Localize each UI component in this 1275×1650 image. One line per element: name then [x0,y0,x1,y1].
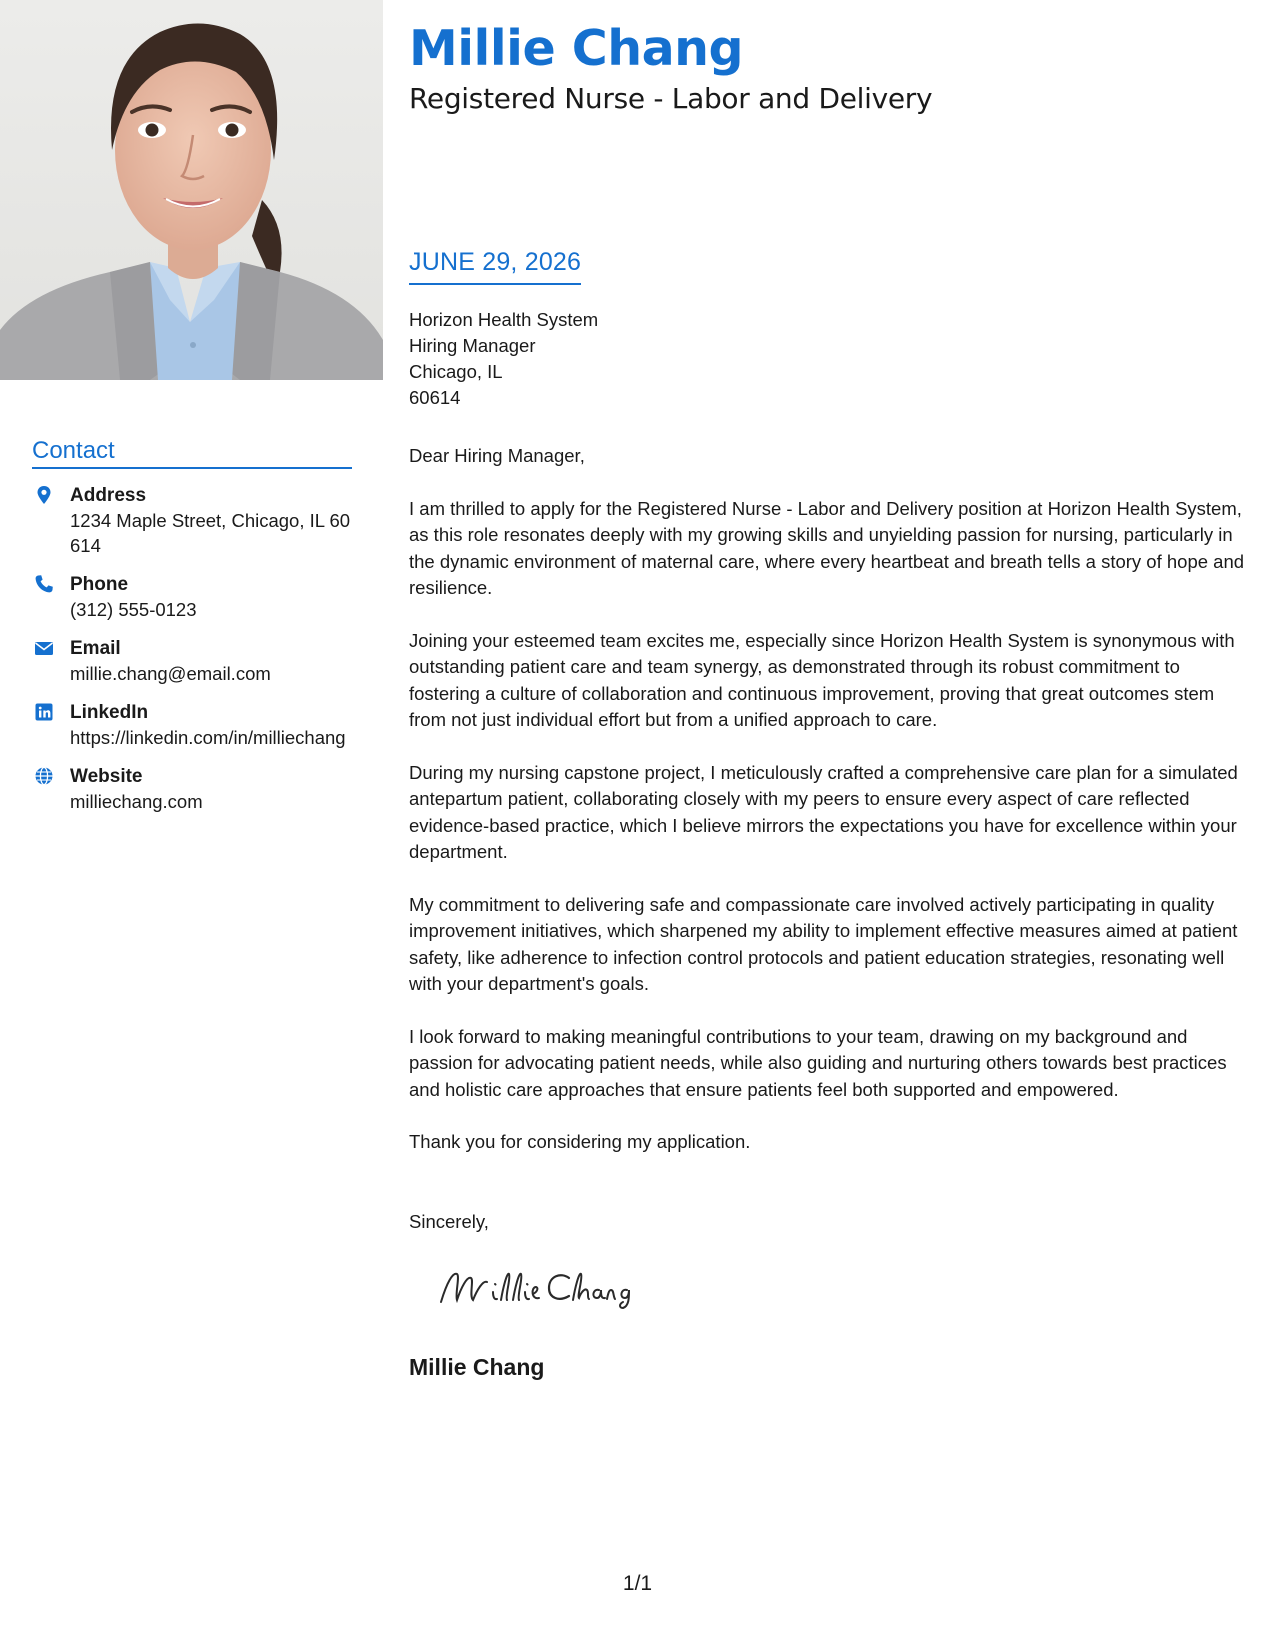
phone-icon [34,574,54,594]
closing: Sincerely, [409,1211,489,1232]
signed-name: Millie Chang [409,1354,545,1380]
recipient-company: Horizon Health System [409,309,599,330]
contact-value-phone[interactable]: (312) 555-0123 [70,599,197,620]
letter-paragraph: I look forward to making meaningful contributions to your team, drawing on my background and passion for advocating patient needs, while also guiding and nurturing others towards best practices and holistic care approaches that ensure patients feel both supported and empowered. [409,1025,1227,1100]
contact-label-address: Address [70,485,147,506]
contact-website [32,764,352,814]
recipient-role: Hiring Manager [409,335,536,356]
contact-section [32,437,352,814]
recipient-city: Chicago, IL [409,361,503,382]
contact-label-phone: Phone [70,574,129,595]
linkedin-icon [34,702,54,722]
contact-phone [32,572,352,622]
envelope-icon [34,638,54,658]
contact-value-linkedin[interactable]: https://linkedin.com/in/milliechang [70,727,346,748]
letter-paragraph: During my nursing capstone project, I meticulously crafted a comprehensive care plan for a simulated antepartum patient, collaborating closely with my peers to ensure every aspect of care reflected evidence-based practice, which I believe mirrors the expectations you have for excellence within your department. [409,761,1238,862]
letter-date: JUNE 29, 2026 [409,248,581,285]
recipient-block [409,307,598,411]
profile-photo [0,0,383,380]
contact-email [32,636,352,686]
applicant-name: Millie Chang [409,20,744,77]
location-pin-icon [34,485,54,505]
contact-label-website: Website [70,766,143,787]
letter-paragraph: I am thrilled to apply for the Registered Nurse - Labor and Delivery position at Horizon Health System, as this role resonates deeply with my growing skills and unyielding passion for nursing, particularly in the dynamic environment of maternal care, where every heartbeat and breath tells a story of hope and resilience. [409,497,1245,598]
contact-value-website[interactable]: milliechang.com [70,791,203,812]
contact-heading: Contact [32,437,352,469]
handwritten-signature [437,1262,647,1312]
letter-paragraph: Joining your esteemed team excites me, especially since Horizon Health System is synonymous with outstanding patient care and team synergy, as demonstrated through its robust commitment to fostering a culture of collaboration and continuous improvement, proving that great outcomes stem from not just individual effort but from a unified approach to care. [409,629,1235,730]
letter-paragraph: Thank you for considering my application. [409,1131,751,1152]
recipient-zip: 60614 [409,387,461,408]
contact-label-linkedin: LinkedIn [70,702,149,723]
portrait-illustration [0,0,383,380]
contact-value-email[interactable]: millie.chang@email.com [70,663,271,684]
contact-label-email: Email [70,638,121,659]
letter-paragraph: My commitment to delivering safe and compassionate care involved actively participating in quality improvement initiatives, which sharpened my ability to implement effective measures aimed at patient safety, like adherence to infection control protocols and patient education strategies, resonating well with your department's goals. [409,893,1238,994]
contact-value-address: 1234 Maple Street, Chicago, IL 60614 [70,510,351,556]
salutation: Dear Hiring Manager, [409,445,585,466]
job-title: Registered Nurse - Labor and Delivery [409,82,933,115]
letter-body [409,443,1254,1182]
contact-address [32,483,352,558]
globe-icon [34,766,54,786]
contact-linkedin [32,700,352,750]
page-number: 1/1 [622,1572,653,1595]
